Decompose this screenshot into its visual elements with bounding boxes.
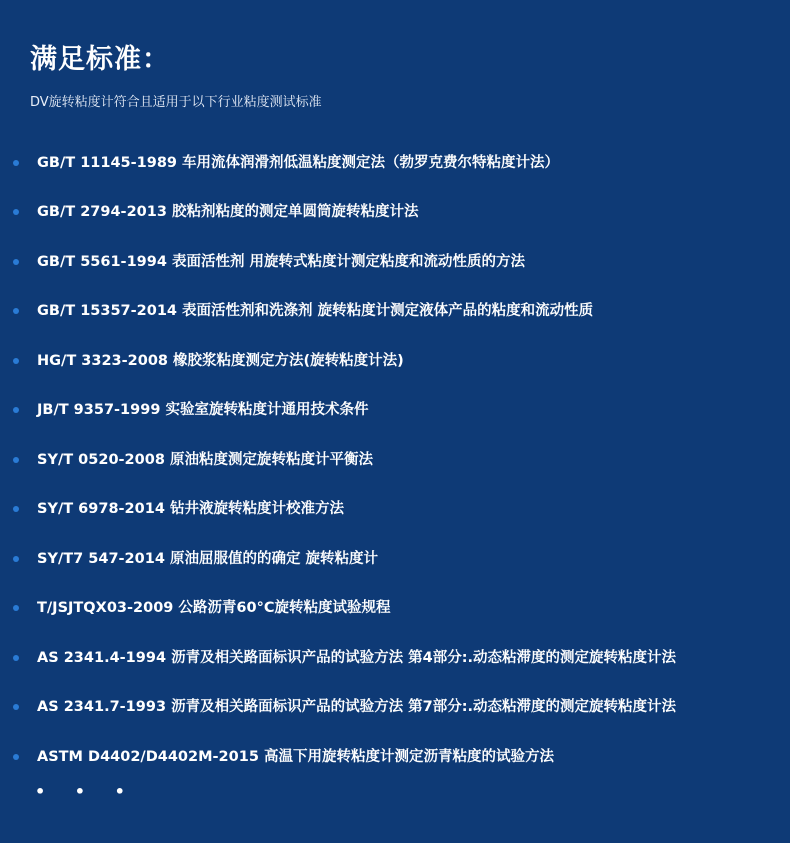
bullet-icon <box>13 358 19 364</box>
standard-text: AS 2341.4-1994 沥青及相关路面标识产品的试验方法 第4部分:.动态粘滞度的测定旋转粘度计法 <box>37 649 677 666</box>
bullet-icon <box>13 605 19 611</box>
standard-text: SY/T 0520-2008 原油粘度测定旋转粘度计平衡法 <box>37 451 373 468</box>
standard-text: SY/T 6978-2014 钻井液旋转粘度计校准方法 <box>37 501 344 518</box>
standard-text: ASTM D4402/D4402M-2015 高温下用旋转粘度计测定沥青粘度的试验方法 <box>37 748 554 765</box>
bullet-icon <box>13 209 19 215</box>
list-item <box>0 188 790 238</box>
bullet-icon <box>13 704 19 710</box>
standard-text: HG/T 3323-2008 橡胶浆粘度测定方法(旋转粘度计法) <box>37 352 404 369</box>
more-ellipsis: • • • <box>35 782 137 801</box>
standard-text: AS 2341.7-1993 沥青及相关路面标识产品的试验方法 第7部分:.动态粘滞度的测定旋转粘度计法 <box>37 699 677 716</box>
page-title: 满足标准： <box>30 44 170 75</box>
bullet-icon <box>13 407 19 413</box>
list-item <box>0 237 790 287</box>
bullet-icon <box>13 160 19 166</box>
bullet-icon <box>13 754 19 760</box>
standard-text: GB/T 15357-2014 表面活性剂和洗涤剂 旋转粘度计测定液体产品的粘度和流动性质 <box>37 303 594 320</box>
list-item <box>0 435 790 485</box>
standard-text: JB/T 9357-1999 实验室旋转粘度计通用技术条件 <box>37 402 369 419</box>
standards-list <box>0 138 790 782</box>
bullet-icon <box>13 308 19 314</box>
bullet-icon <box>13 506 19 512</box>
bullet-icon <box>13 556 19 562</box>
standard-text: SY/T7 547-2014 原油屈服值的的确定 旋转粘度计 <box>37 550 379 567</box>
list-item <box>0 683 790 733</box>
list-item <box>0 633 790 683</box>
list-item <box>0 534 790 584</box>
standard-text: GB/T 2794-2013 胶粘剂粘度的测定单圆筒旋转粘度计法 <box>37 204 419 221</box>
bullet-icon <box>13 259 19 265</box>
bullet-icon <box>13 457 19 463</box>
standard-text: GB/T 5561-1994 表面活性剂 用旋转式粘度计测定粘度和流动性质的方法 <box>37 253 526 270</box>
standard-text: T/JSJTQX03-2009 公路沥青60°C旋转粘度试验规程 <box>37 600 391 617</box>
page-subtitle: DV旋转粘度计符合且适用于以下行业粘度测试标准 <box>30 95 322 110</box>
list-item <box>0 584 790 634</box>
list-item <box>0 386 790 436</box>
list-item <box>0 138 790 188</box>
list-item <box>0 287 790 337</box>
bullet-icon <box>13 655 19 661</box>
list-item <box>0 732 790 782</box>
standard-text: GB/T 11145-1989 车用流体润滑剂低温粘度测定法（勃罗克费尔特粘度计法） <box>37 154 560 171</box>
list-item <box>0 485 790 535</box>
list-item <box>0 336 790 386</box>
